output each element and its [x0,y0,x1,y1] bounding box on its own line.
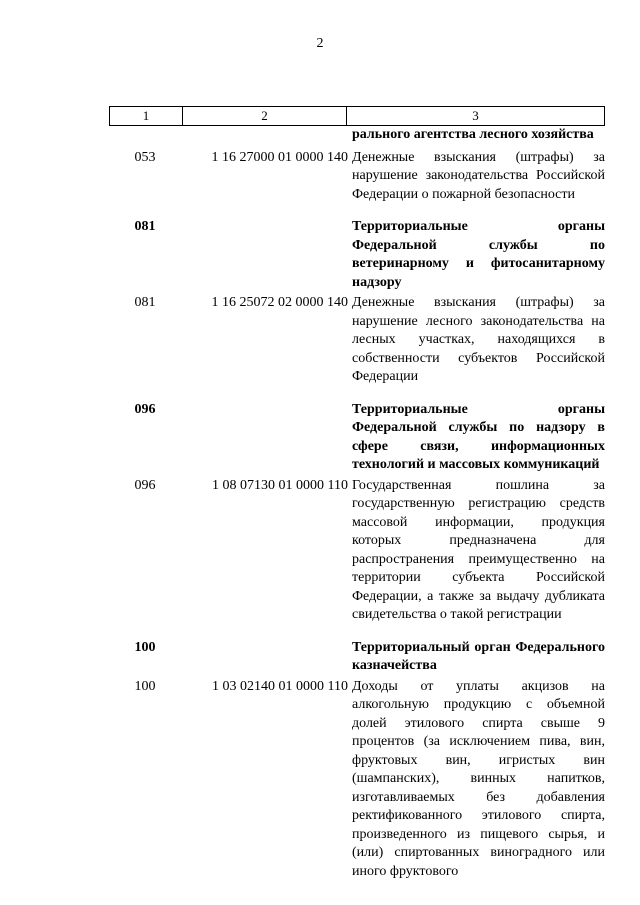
table-row-admin [109,218,605,292]
admin-code: 096 [134,477,156,493]
continuation-text: рального агентства лесного хозяйства [352,127,594,142]
revenue-codes-table [109,106,605,881]
admin-name: Территориальные органы Федеральной службы по ветеринарному и фитосанитарному надзору [352,219,605,290]
admin-name: Территориальные органы Федеральной службы по надзору в сфере связи, информационных технологий и массовых коммуникаций [352,401,605,472]
budget-classification-code [181,401,348,475]
admin-code: 100 [134,678,156,694]
revenue-description: Денежные взыскания (штрафы) за нарушение законодательства Российской Федерации о пожарной безопасности [352,149,605,202]
continuation-row [109,126,605,145]
revenue-description: Доходы от уплаты акцизов на алкогольную продукцию с объемной долей этилового спирта свыше 9 процентов (за исключением пива, вин, фруктовых вин, игристых вин (шампанских), винных напитков, изготавливаемых без добавления ректификованного этилового спирта, произведенного из пищевого сырья, и (или) спиртованных виноградного или иного фруктового [352,678,605,879]
admin-code: 053 [134,149,156,165]
budget-classification-code [181,218,348,292]
admin-code: 096 [134,401,156,417]
header-col-3: 3 [472,108,479,123]
revenue-description: Денежные взыскания (штрафы) за нарушение лесного законодательства на лесных участках, находящихся в собственности субъектов Российской Федерации [352,295,605,384]
budget-classification-code: 1 08 07130 01 0000 110 [212,477,348,493]
table-row [109,149,605,205]
table-row-admin [109,401,605,475]
header-col-1: 1 [110,107,183,125]
budget-classification-code: 1 03 02140 01 0000 110 [212,678,348,694]
budget-classification-code: 1 16 27000 01 0000 140 [211,149,348,165]
table-body [109,126,605,881]
budget-classification-code [181,639,348,676]
table-header [109,106,605,126]
table-row [109,678,605,882]
header-col-2: 2 [183,107,347,125]
table-row-admin [109,639,605,676]
revenue-description: Государственная пошлина за государственную регистрацию средств массовой информации, продукция которых предназначена для распространения преимущественно на территории субъекта Российской Федерации, а также за выдачу дубликата свидетельства о такой регистрации [352,477,605,622]
admin-code: 100 [134,639,156,655]
table-row [109,477,605,625]
admin-code: 081 [134,219,156,234]
admin-code: 081 [134,295,156,310]
admin-name: Территориальный орган Федерального казначейства [352,639,605,673]
table-row [109,294,605,387]
page-number: 2 [316,36,324,51]
budget-classification-code: 1 16 25072 02 0000 140 [211,295,348,310]
